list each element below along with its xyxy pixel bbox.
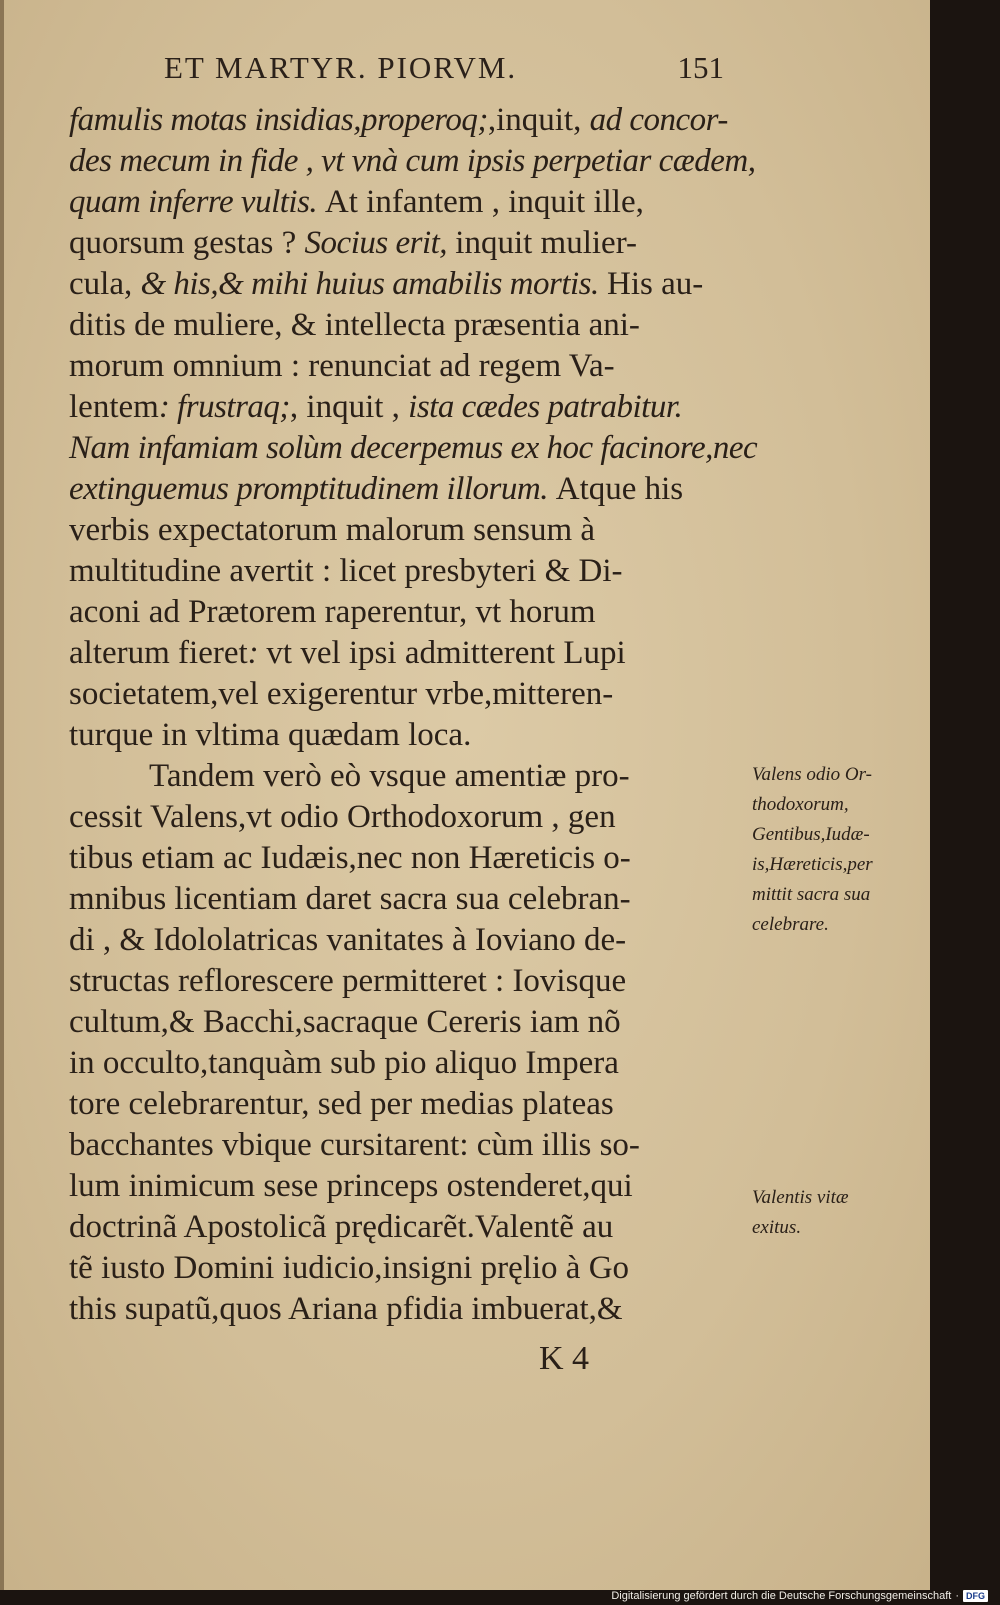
text-segment: tẽ iusto Domini iudicio,insigni pręlio à Go — [69, 1250, 630, 1286]
text-segment: lum inimicum sese princeps ostenderet,qui — [69, 1168, 633, 1204]
text-line — [69, 961, 749, 1002]
text-line — [69, 1002, 749, 1043]
text-line — [69, 1084, 749, 1125]
text-line — [69, 387, 749, 428]
italic-segment: des mecum in fide , vt vnà cum ipsis perpetiar cædem, — [69, 143, 756, 179]
text-segment: vt vel ipsi admitterent Lupi — [258, 635, 626, 671]
italic-segment: ad concor- — [589, 102, 728, 138]
text-segment: , inquit , — [289, 389, 409, 425]
text-segment: quorsum gestas ? — [69, 225, 305, 261]
text-line — [69, 1248, 749, 1289]
italic-segment: : frustraq; — [158, 389, 290, 425]
text-segment: bacchantes vbique cursitarent: cùm illis so- — [69, 1127, 640, 1163]
italic-segment: ista cædes patrabitur. — [408, 389, 683, 425]
text-line — [69, 264, 749, 305]
margin-note-line: exitus. — [752, 1217, 802, 1238]
text-line — [69, 674, 749, 715]
margin-note — [752, 760, 937, 940]
margin-note-line: mittit sacra sua — [752, 884, 871, 905]
dfg-logo: DFG — [963, 1590, 988, 1602]
margin-note-line: Valens odio Or- — [752, 764, 872, 785]
text-line — [69, 223, 749, 264]
italic-segment: : — [247, 635, 259, 671]
margin-note-line: Valentis vitæ — [752, 1187, 849, 1208]
margin-note-line: thodoxorum, — [752, 794, 849, 815]
text-segment: ,inquit, — [487, 102, 590, 138]
signature-mark: K 4 — [539, 1340, 590, 1377]
text-segment: structas reflorescere permitteret : Iovisque — [69, 963, 627, 999]
text-segment: di , & Idololatricas vanitates à Ioviano de- — [69, 922, 627, 958]
main-text-block — [69, 100, 758, 1330]
text-segment: cultum,& Bacchi,sacraque Cereris iam nõ — [69, 1004, 621, 1040]
margin-note-line: Gentibus,Iudæ- — [752, 824, 870, 845]
text-segment: aconi ad Prætorem raperentur, vt horum — [69, 594, 596, 630]
text-line — [69, 920, 749, 961]
text-segment: turque in vltima quædam loca. — [69, 717, 472, 753]
text-line — [69, 100, 749, 141]
margin-note-line: is,Hæreticis,per — [752, 854, 873, 875]
italic-segment: extinguemus promptitudinem illorum. — [69, 471, 556, 507]
text-segment: societatem,vel exigerentur vrbe,mitteren- — [69, 676, 614, 712]
italic-segment: Socius erit, — [304, 225, 448, 261]
italic-segment: quam inferre vultis. — [69, 184, 325, 220]
text-line — [69, 1166, 749, 1207]
text-segment: At infantem , inquit ille, — [324, 184, 644, 220]
text-segment: tore celebrarentur, sed per medias plateas — [69, 1086, 614, 1122]
text-line — [69, 1207, 749, 1248]
text-line — [69, 182, 749, 223]
digitization-credit: Digitalisierung gefördert durch die Deutsche Forschungsgemeinschaft · DFG — [611, 1588, 988, 1603]
text-line — [69, 1289, 749, 1330]
text-line — [69, 551, 749, 592]
text-line — [69, 797, 749, 838]
text-line — [69, 715, 749, 756]
text-line — [69, 428, 758, 469]
text-segment: alterum fieret — [69, 635, 248, 671]
text-segment: tibus etiam ac Iudæis,nec non Hæreticis o- — [69, 840, 631, 876]
text-line — [69, 305, 749, 346]
text-line — [69, 510, 749, 551]
text-line — [69, 469, 749, 510]
text-segment: this supatũ,quos Ariana pfidia imbuerat,& — [69, 1291, 623, 1327]
text-line — [69, 879, 749, 920]
page-header — [164, 50, 724, 86]
italic-segment: famulis motas insidias,properoq; — [69, 102, 488, 138]
text-segment: verbis expectatorum malorum sensum à — [69, 512, 596, 548]
text-line — [69, 756, 749, 797]
text-segment: lentem — [69, 389, 159, 425]
text-segment: in occulto,tanquàm sub pio aliquo Impera — [69, 1045, 619, 1081]
text-line — [69, 592, 749, 633]
margin-note-line: celebrare. — [752, 914, 829, 935]
text-line — [69, 346, 749, 387]
text-segment: inquit mulier- — [447, 225, 638, 261]
text-line — [69, 1125, 749, 1166]
text-segment: Atque his — [555, 471, 684, 507]
italic-segment: & his,& mihi huius amabilis mortis. — [140, 266, 599, 302]
margin-note — [752, 1183, 937, 1243]
italic-segment: Nam infamiam solùm decerpemus ex hoc facinore,nec — [69, 430, 758, 466]
folio-number: 151 — [677, 50, 724, 85]
text-line — [69, 141, 756, 182]
credit-text: Digitalisierung gefördert durch die Deutsche Forschungsgemeinschaft — [611, 1589, 952, 1602]
text-segment: cula, — [69, 266, 141, 302]
text-segment: multitudine avertit : licet presbyteri & Di- — [69, 553, 623, 589]
text-line — [69, 838, 749, 879]
text-line — [69, 1043, 749, 1084]
text-line — [69, 633, 749, 674]
text-segment: mnibus licentiam daret sacra sua celebran- — [69, 881, 631, 917]
text-segment: ditis de muliere, & intellecta præsentia ani- — [69, 307, 640, 343]
text-segment: Tandem verò eò vsque amentiæ pro- — [149, 758, 630, 794]
text-segment: cessit Valens,vt odio Orthodoxorum , gen — [69, 799, 616, 835]
text-segment: doctrinã Apostolicã prędicarẽt.Valentẽ au — [69, 1209, 614, 1245]
text-segment: morum omnium : renunciat ad regem Va- — [69, 348, 615, 384]
text-segment: His au- — [598, 266, 704, 302]
running-head: ET MARTYR. PIORVM. — [164, 50, 518, 85]
